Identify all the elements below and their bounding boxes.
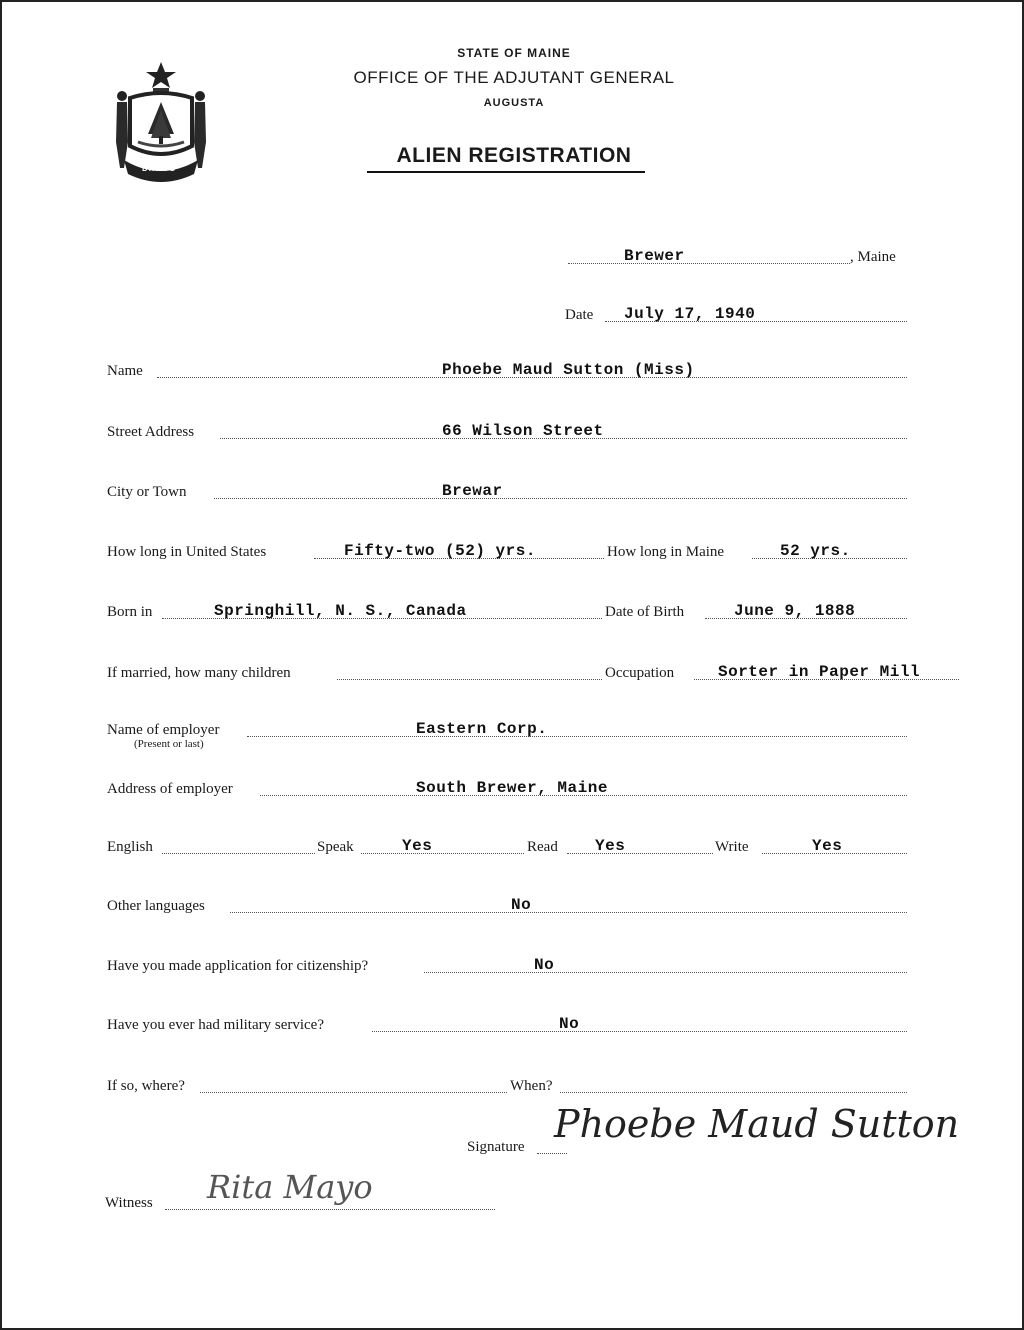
street-label: Street Address: [107, 424, 195, 440]
seal-motto: DIRIGO: [142, 164, 177, 173]
date-value: July 17, 1940: [624, 305, 756, 323]
employer-value: Eastern Corp.: [416, 720, 548, 738]
read-value: Yes: [595, 837, 626, 855]
name-value: Phoebe Maud Sutton (Miss): [442, 361, 695, 379]
children-label: If married, how many children: [107, 665, 291, 681]
employer-sublabel: (Present or last): [134, 738, 204, 750]
form-title: ALIEN REGISTRATION: [396, 144, 632, 167]
where-row: [2, 1075, 1024, 1097]
city-row: [2, 481, 1024, 503]
signature-label: Signature: [467, 1139, 525, 1155]
street-value: 66 Wilson Street: [442, 422, 604, 440]
witness-signature-value: Rita Mayo: [207, 1168, 373, 1206]
where-label: If so, where?: [107, 1078, 185, 1094]
english-row: [2, 836, 1024, 858]
birth-row: [2, 601, 1024, 623]
citizenship-value: No: [534, 956, 555, 974]
header-office: OFFICE OF THE ADJUTANT GENERAL: [353, 68, 675, 87]
other-languages-label: Other languages: [107, 898, 205, 914]
title-underline: [367, 171, 645, 173]
military-label: Have you ever had military service?: [107, 1017, 324, 1033]
date-label: Date: [565, 307, 594, 323]
employer-address-label: Address of employer: [107, 781, 233, 797]
occupation-label: Occupation: [605, 665, 675, 681]
speak-label: Speak: [317, 839, 354, 855]
header-city: AUGUSTA: [483, 97, 545, 109]
read-label: Read: [527, 839, 558, 855]
write-label: Write: [715, 839, 749, 855]
town-row: [2, 246, 1024, 268]
signature-value: Phoebe Maud Sutton: [554, 1102, 960, 1146]
us-years-label: How long in United States: [107, 544, 267, 560]
date-row: [2, 304, 1024, 326]
town-value: Brewer: [624, 247, 685, 265]
residence-row: [2, 541, 1024, 563]
other-languages-row: [2, 895, 1024, 917]
other-languages-value: No: [511, 896, 532, 914]
military-value: No: [559, 1015, 580, 1033]
employer-address-row: [2, 778, 1024, 800]
employer-address-value: South Brewer, Maine: [416, 779, 608, 797]
born-label: Born in: [107, 604, 153, 620]
street-row: [2, 421, 1024, 443]
citizenship-label: Have you made application for citizenship?: [107, 958, 369, 974]
name-label: Name: [107, 363, 143, 379]
name-row: [2, 360, 1024, 382]
occupation-value: Sorter in Paper Mill: [718, 663, 921, 681]
born-value: Springhill, N. S., Canada: [214, 602, 467, 620]
us-years-value: Fifty-two (52) yrs.: [344, 542, 536, 560]
dob-value: June 9, 1888: [734, 602, 856, 620]
military-row: [2, 1014, 1024, 1036]
english-label: English: [107, 839, 153, 855]
witness-label: Witness: [105, 1195, 153, 1211]
citizenship-row: [2, 955, 1024, 977]
dob-label: Date of Birth: [605, 604, 685, 620]
when-label: When?: [510, 1078, 553, 1094]
children-occupation-row: [2, 662, 1024, 684]
maine-years-label: How long in Maine: [607, 544, 725, 560]
write-value: Yes: [812, 837, 843, 855]
employer-label: Name of employer: [107, 722, 220, 738]
city-value: Brewar: [442, 482, 503, 500]
witness-row: [2, 1192, 1024, 1214]
header-state: STATE OF MAINE: [457, 46, 571, 60]
speak-value: Yes: [402, 837, 433, 855]
maine-years-value: 52 yrs.: [780, 542, 851, 560]
town-suffix: , Maine: [850, 249, 896, 265]
city-label: City or Town: [107, 484, 187, 500]
